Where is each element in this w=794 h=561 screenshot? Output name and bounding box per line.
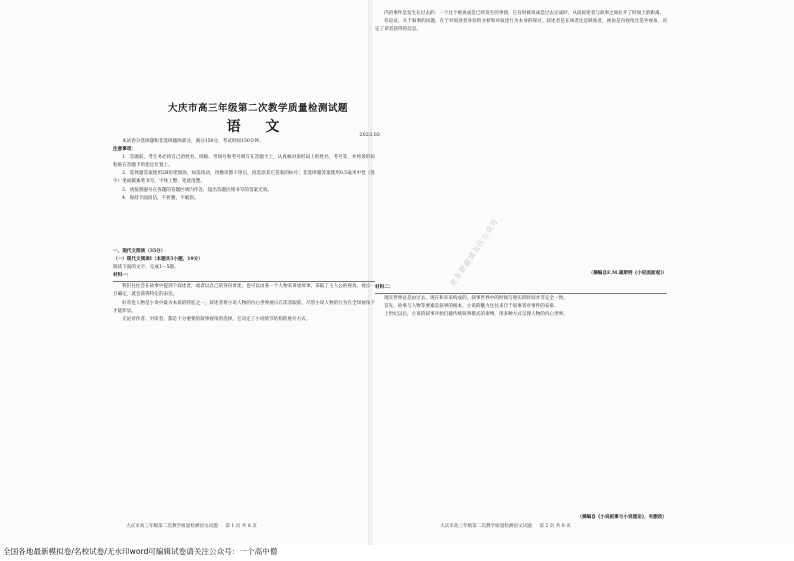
reading-section xyxy=(113,248,375,324)
footer-title: 大庆市高三年级第二次教学质量检测语文试题 xyxy=(440,524,532,529)
right-text-bottom xyxy=(375,284,667,319)
right-page xyxy=(370,8,670,538)
instruction-line: 1．答题前，考生务必将自己的姓名、班级、考场号和考号填写在答题卡上，认真核对条形码上的姓名、考号等，并将条形码粘贴在答题卡的指定位置上。 xyxy=(113,155,375,169)
body-paragraph: 我们往往会在故事中提到个叙述者，或者以自己的身份讲述，也可以由某一个人物来讲述故事。采取了主人公的视角，视点一旦确定，就会获得特定的表达。 xyxy=(113,284,375,298)
bottom-note: 全国各地最新模拟卷/名校试卷/无水印word可编辑试卷请关注公众号：一个高中僧 xyxy=(3,547,278,556)
right-text-top xyxy=(375,10,667,34)
subject-title: 语 文 xyxy=(226,119,290,135)
material-label: 材料二： xyxy=(375,285,394,290)
left-page xyxy=(108,8,388,538)
exam-date: 2023.02 xyxy=(359,132,380,138)
exam-title: 大庆市高三年级第二次教学质量检测试题 xyxy=(167,103,348,114)
instructions-block xyxy=(113,138,375,203)
body-paragraph: 有论证，关于叙事的问题，在于对叙述者身份的分析和对叙述行为本身的探讨。叙述者是在场者还是缺席者，视角是内视角还是外视角，决定了读者获得的信息。 xyxy=(375,19,667,33)
text-rule xyxy=(375,293,667,294)
footer-title: 大庆市高三年级第二次教学质量检测语文试题 xyxy=(126,524,218,529)
left-footer xyxy=(126,523,263,529)
section-heading: 一、现代文阅读（35分） xyxy=(113,249,166,254)
instruction-line: 4．保持卡面清洁，不折叠，不破损。 xyxy=(122,195,199,201)
body-paragraph: 无论对作者、对读者，都是十分重要的叙事视角的选择，它决定了小说情节结构的展开方式。 xyxy=(122,316,311,322)
subsection-heading: （一）现代文阅读Ⅰ（本题共5小题，19分） xyxy=(113,257,203,263)
instruction-line: 注意事项： xyxy=(113,147,136,153)
page-number: 第 1 页 共 8 页 xyxy=(225,524,257,529)
instruction-line: 本试卷分选择题和非选择题两部分，满分150分，考试时间150分钟。 xyxy=(122,139,264,144)
body-paragraph: 内的事件是发生在过去的：一个这个被说成是已经发生的事情，它有时被说成是过去完成时，从而叙述者与故事之间拉开了时间上的距离。 xyxy=(384,11,665,16)
body-paragraph: 好奇也人物是小说中最为本质的特征之一，叙述者将小说人物的内心世界展示在读者眼前，尽管小说人物的行为在全知视角下才能彰显。 xyxy=(113,300,375,314)
source-credit: （摘编自E.M.福斯特《小说面面观》） xyxy=(588,271,667,276)
page-number: 第 2 页 共 8 页 xyxy=(539,524,571,529)
reading-prompt: 阅读下面的文字，完成1～5题。 xyxy=(113,265,179,271)
instruction-line: 3．请按照题号在各题的答题区域内作答，超出答题区域书写的答案无效。 xyxy=(122,187,272,193)
body-paragraph: 首先，故事与人物等要素是叙事的根本，小说的魅力往往来自于叙事者对事件的安排。 xyxy=(384,304,559,310)
source-credit: （摘编自《小说叙事与小说理论》，有删改） xyxy=(577,515,667,520)
material-label: 材料一： xyxy=(113,273,132,279)
text-rule xyxy=(113,281,375,282)
instruction-line: 2．选择题答案使用2B铅笔填涂，如需改动，用橡皮擦干净后，再选涂其它答案的标号；非选择题答案使用0.5毫米中性（签字）笔或碳素笔书写，字体工整，笔迹清楚。 xyxy=(113,171,375,185)
credit-row-1 xyxy=(375,270,667,280)
watermark-text: 更多资源请关注公众号 xyxy=(448,217,501,289)
body-paragraph: 现实世界总是由过去、现在和未来构成的。叙事世界中的时间与现实的时间并非完全一致。 xyxy=(384,296,568,302)
body-paragraph: 上世纪以后，小说的叙事开始打破传统叙事模式的束缚，用多种方式呈现人物的内心世界。 xyxy=(384,312,568,318)
right-footer xyxy=(440,523,577,529)
